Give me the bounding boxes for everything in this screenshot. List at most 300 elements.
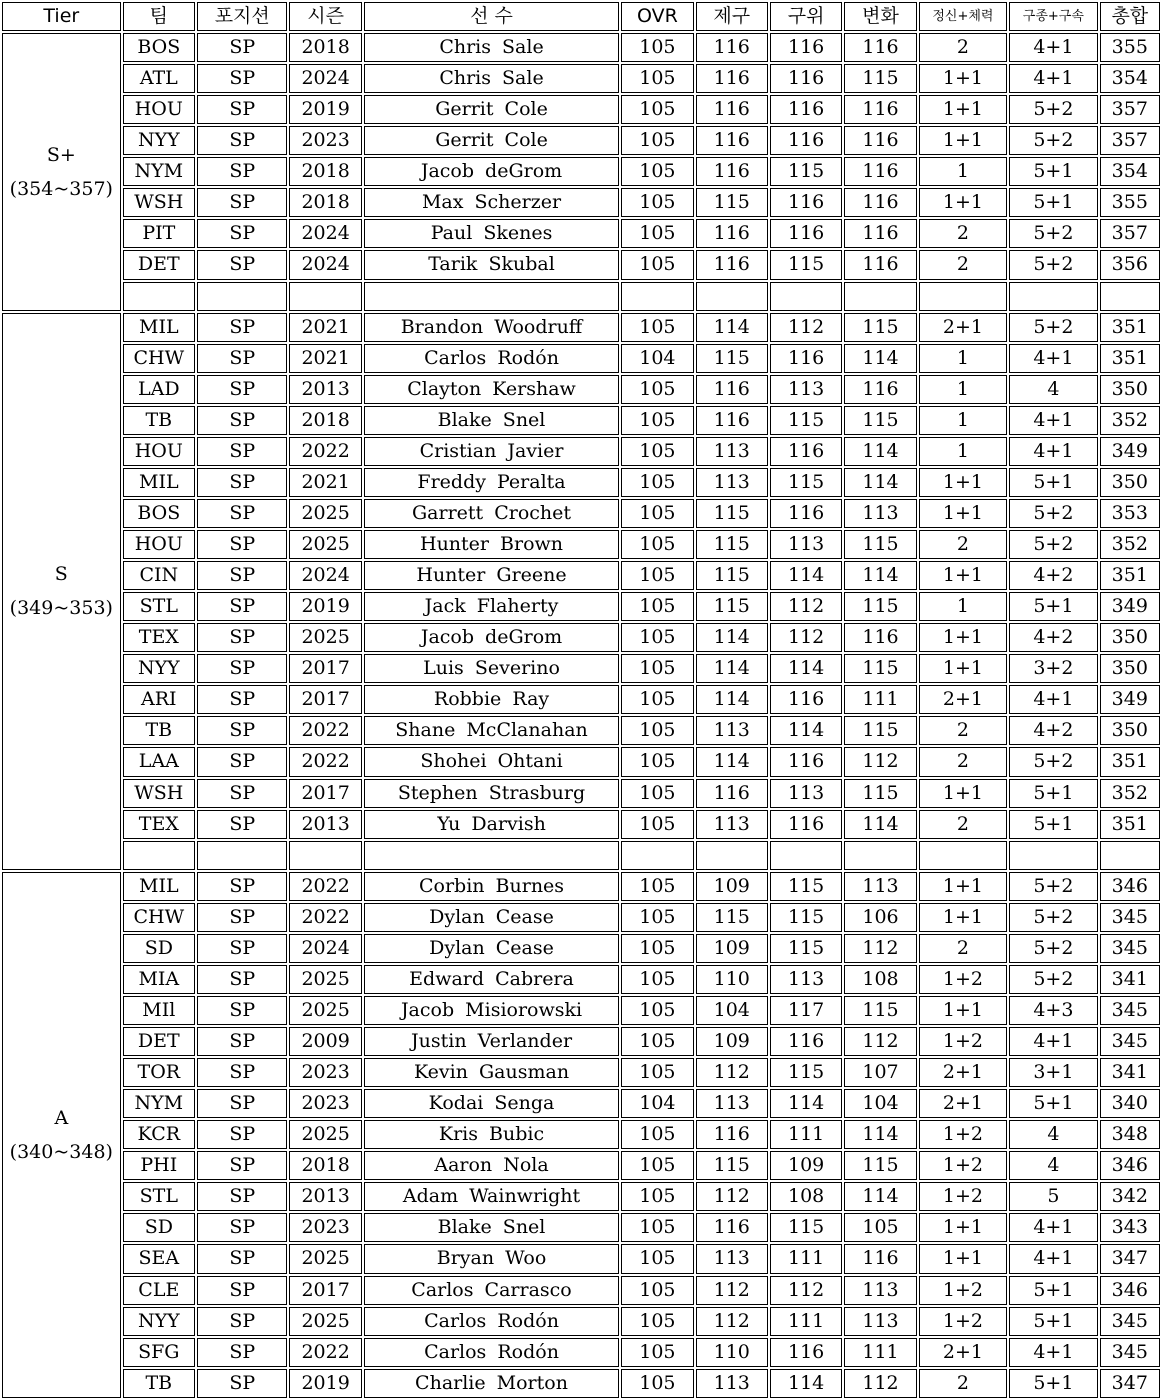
cell-ovr: 105 [621, 685, 693, 714]
cell-season: 2019 [289, 95, 361, 124]
cell-movement: 113 [844, 499, 916, 528]
cell-team: CIN [123, 561, 195, 590]
cell-movement: 115 [844, 530, 916, 559]
cell-mental-stamina: 2 [919, 530, 1007, 559]
cell-team: TB [123, 1369, 195, 1398]
cell-position: SP [197, 530, 287, 559]
cell-position: SP [197, 157, 287, 186]
cell-total: 357 [1100, 126, 1160, 155]
cell-team: CHW [123, 903, 195, 932]
cell-season: 2013 [289, 810, 361, 839]
cell-team: TEX [123, 810, 195, 839]
table-row [2, 810, 1160, 839]
cell-season: 2021 [289, 468, 361, 497]
cell-season: 2025 [289, 1244, 361, 1273]
cell-stuff: 116 [770, 219, 842, 248]
cell-movement: 116 [844, 250, 916, 279]
cell-mental-stamina: 1 [919, 406, 1007, 435]
cell-player-name: Luis Severino [364, 654, 619, 683]
cell-control: 116 [696, 1120, 768, 1149]
cell-stuff: 116 [770, 188, 842, 217]
cell-position: SP [197, 250, 287, 279]
cell-position: SP [197, 872, 287, 901]
cell-player-name [364, 282, 619, 311]
cell-ovr: 105 [621, 126, 693, 155]
tier-label [2, 313, 121, 870]
cell-total: 345 [1100, 1027, 1160, 1056]
table-row [2, 64, 1160, 93]
cell-stuff: 116 [770, 33, 842, 62]
cell-movement: 105 [844, 1213, 916, 1242]
cell-movement: 115 [844, 996, 916, 1025]
cell-ovr: 105 [621, 33, 693, 62]
cell-pitches-velocity: 5+1 [1009, 188, 1097, 217]
cell-total: 343 [1100, 1213, 1160, 1242]
cell-ovr: 105 [621, 996, 693, 1025]
cell-mental-stamina: 1+2 [919, 1027, 1007, 1056]
cell-total: 353 [1100, 499, 1160, 528]
table-row [2, 1369, 1160, 1398]
cell-stuff: 111 [770, 1120, 842, 1149]
cell-player-name: Jacob deGrom [364, 623, 619, 652]
cell-player-name: Carlos Rodón [364, 1338, 619, 1367]
cell-ovr: 105 [621, 623, 693, 652]
table-row [2, 530, 1160, 559]
cell-control: 109 [696, 1027, 768, 1056]
cell-movement: 114 [844, 1120, 916, 1149]
cell-mental-stamina [919, 282, 1007, 311]
cell-movement: 112 [844, 747, 916, 776]
cell-position: SP [197, 313, 287, 342]
cell-season: 2024 [289, 561, 361, 590]
cell-stuff: 116 [770, 747, 842, 776]
cell-total: 346 [1100, 1151, 1160, 1180]
cell-team: NYY [123, 1307, 195, 1336]
table-row [2, 157, 1160, 186]
table-row [2, 33, 1160, 62]
cell-team: TB [123, 406, 195, 435]
cell-pitches-velocity: 5+1 [1009, 1369, 1097, 1398]
cell-control: 109 [696, 934, 768, 963]
cell-season: 2021 [289, 344, 361, 373]
header-ovr: OVR [621, 2, 693, 31]
cell-season: 2017 [289, 779, 361, 808]
cell-position: SP [197, 1058, 287, 1087]
cell-position: SP [197, 219, 287, 248]
cell-player-name: Hunter Greene [364, 561, 619, 590]
cell-total: 348 [1100, 1120, 1160, 1149]
cell-ovr: 105 [621, 872, 693, 901]
cell-team: SEA [123, 1244, 195, 1273]
cell-season [289, 282, 361, 311]
cell-team: CLE [123, 1276, 195, 1305]
cell-movement: 115 [844, 716, 916, 745]
cell-movement: 113 [844, 872, 916, 901]
cell-mental-stamina: 1+2 [919, 1120, 1007, 1149]
cell-position: SP [197, 685, 287, 714]
table-row [2, 965, 1160, 994]
cell-team: CHW [123, 344, 195, 373]
table-row [2, 406, 1160, 435]
cell-season: 2023 [289, 1058, 361, 1087]
table-row [2, 188, 1160, 217]
cell-season: 2025 [289, 996, 361, 1025]
cell-player-name: Gerrit Cole [364, 95, 619, 124]
cell-ovr: 105 [621, 1182, 693, 1211]
cell-movement: 115 [844, 64, 916, 93]
cell-mental-stamina: 1+2 [919, 1151, 1007, 1180]
cell-total: 346 [1100, 1276, 1160, 1305]
cell-season: 2022 [289, 747, 361, 776]
cell-ovr: 105 [621, 716, 693, 745]
table-row [2, 437, 1160, 466]
cell-pitches-velocity: 4+1 [1009, 1244, 1097, 1273]
cell-mental-stamina: 1+1 [919, 64, 1007, 93]
cell-season: 2025 [289, 623, 361, 652]
cell-team: LAA [123, 747, 195, 776]
cell-season: 2017 [289, 654, 361, 683]
cell-position: SP [197, 64, 287, 93]
cell-control: 104 [696, 996, 768, 1025]
cell-player-name [364, 841, 619, 870]
cell-stuff [770, 841, 842, 870]
cell-ovr: 104 [621, 344, 693, 373]
cell-mental-stamina: 2 [919, 747, 1007, 776]
table-row [2, 716, 1160, 745]
cell-season: 2018 [289, 188, 361, 217]
cell-pitches-velocity: 5 [1009, 1182, 1097, 1211]
cell-movement: 112 [844, 1369, 916, 1398]
cell-team: ARI [123, 685, 195, 714]
cell-player-name: Tarik Skubal [364, 250, 619, 279]
cell-movement: 113 [844, 1307, 916, 1336]
cell-stuff: 114 [770, 716, 842, 745]
cell-mental-stamina: 1+1 [919, 1244, 1007, 1273]
header-season: 시즌 [289, 2, 361, 31]
cell-pitches-velocity: 5+2 [1009, 126, 1097, 155]
cell-ovr: 105 [621, 530, 693, 559]
cell-team: STL [123, 1182, 195, 1211]
cell-season: 2023 [289, 126, 361, 155]
cell-control: 110 [696, 1338, 768, 1367]
header-movement: 변화 [844, 2, 916, 31]
cell-mental-stamina: 1+2 [919, 1276, 1007, 1305]
cell-player-name: Garrett Crochet [364, 499, 619, 528]
cell-position: SP [197, 592, 287, 621]
cell-stuff: 115 [770, 872, 842, 901]
cell-season: 2025 [289, 965, 361, 994]
cell-pitches-velocity: 5+2 [1009, 95, 1097, 124]
cell-team: HOU [123, 95, 195, 124]
cell-position: SP [197, 1027, 287, 1056]
cell-mental-stamina: 1+1 [919, 779, 1007, 808]
cell-total: 350 [1100, 623, 1160, 652]
header-position: 포지션 [197, 2, 287, 31]
cell-ovr: 105 [621, 250, 693, 279]
cell-player-name: Dylan Cease [364, 934, 619, 963]
cell-season: 2023 [289, 1213, 361, 1242]
cell-pitches-velocity: 4+1 [1009, 685, 1097, 714]
cell-season: 2022 [289, 903, 361, 932]
cell-pitches-velocity [1009, 282, 1097, 311]
tier-name: A [54, 1106, 69, 1129]
table-row [2, 623, 1160, 652]
cell-stuff: 115 [770, 1058, 842, 1087]
cell-control: 114 [696, 313, 768, 342]
cell-mental-stamina: 2+1 [919, 685, 1007, 714]
cell-ovr: 105 [621, 1058, 693, 1087]
cell-season: 2025 [289, 1307, 361, 1336]
cell-total: 351 [1100, 313, 1160, 342]
cell-team: MIL [123, 468, 195, 497]
cell-stuff: 116 [770, 1338, 842, 1367]
cell-season: 2009 [289, 1027, 361, 1056]
cell-team: TB [123, 716, 195, 745]
cell-ovr: 105 [621, 934, 693, 963]
cell-player-name: Bryan Woo [364, 1244, 619, 1273]
cell-control: 116 [696, 1213, 768, 1242]
cell-position [197, 282, 287, 311]
cell-stuff: 115 [770, 934, 842, 963]
cell-position: SP [197, 934, 287, 963]
cell-control: 113 [696, 1244, 768, 1273]
cell-pitches-velocity: 5+1 [1009, 157, 1097, 186]
cell-control: 115 [696, 592, 768, 621]
cell-position: SP [197, 437, 287, 466]
cell-player-name: Shohei Ohtani [364, 747, 619, 776]
cell-pitches-velocity: 5+2 [1009, 499, 1097, 528]
cell-ovr: 105 [621, 1151, 693, 1180]
cell-season: 2021 [289, 313, 361, 342]
tier-name: S+ [46, 143, 76, 166]
table-row [2, 1058, 1160, 1087]
table-row [2, 747, 1160, 776]
cell-mental-stamina: 1+1 [919, 468, 1007, 497]
cell-total: 356 [1100, 250, 1160, 279]
cell-pitches-velocity: 4 [1009, 375, 1097, 404]
cell-stuff: 116 [770, 344, 842, 373]
cell-player-name: Aaron Nola [364, 1151, 619, 1180]
cell-pitches-velocity: 4+3 [1009, 996, 1097, 1025]
cell-control: 109 [696, 872, 768, 901]
cell-player-name: Carlos Rodón [364, 344, 619, 373]
cell-stuff: 113 [770, 779, 842, 808]
cell-ovr: 105 [621, 1244, 693, 1273]
cell-ovr: 105 [621, 779, 693, 808]
cell-ovr: 105 [621, 499, 693, 528]
cell-movement: 116 [844, 1244, 916, 1273]
cell-total: 347 [1100, 1369, 1160, 1398]
cell-total: 350 [1100, 716, 1160, 745]
cell-total: 347 [1100, 1244, 1160, 1273]
cell-season: 2017 [289, 685, 361, 714]
cell-movement: 115 [844, 313, 916, 342]
cell-movement: 116 [844, 157, 916, 186]
table-row [2, 1089, 1160, 1118]
cell-position: SP [197, 965, 287, 994]
header-tier: Tier [2, 2, 121, 31]
header-mental-stamina: 정신+체력 [919, 2, 1007, 31]
cell-ovr: 105 [621, 810, 693, 839]
cell-mental-stamina: 1 [919, 592, 1007, 621]
cell-mental-stamina: 2 [919, 219, 1007, 248]
cell-movement: 115 [844, 1151, 916, 1180]
cell-pitches-velocity: 3+1 [1009, 1058, 1097, 1087]
cell-team: SD [123, 1213, 195, 1242]
cell-team: ATL [123, 64, 195, 93]
cell-movement: 114 [844, 1182, 916, 1211]
cell-movement: 116 [844, 219, 916, 248]
cell-position: SP [197, 126, 287, 155]
cell-control: 115 [696, 530, 768, 559]
cell-total: 349 [1100, 592, 1160, 621]
cell-player-name: Chris Sale [364, 33, 619, 62]
cell-total: 341 [1100, 1058, 1160, 1087]
cell-ovr: 105 [621, 1338, 693, 1367]
cell-movement [844, 282, 916, 311]
header-player: 선 수 [364, 2, 619, 31]
cell-control: 113 [696, 810, 768, 839]
table-row [2, 95, 1160, 124]
cell-pitches-velocity: 5+2 [1009, 934, 1097, 963]
cell-player-name: Chris Sale [364, 64, 619, 93]
cell-pitches-velocity: 5+1 [1009, 468, 1097, 497]
cell-player-name: Clayton Kershaw [364, 375, 619, 404]
cell-pitches-velocity: 4+1 [1009, 344, 1097, 373]
cell-movement: 116 [844, 375, 916, 404]
cell-season: 2013 [289, 1182, 361, 1211]
cell-position: SP [197, 561, 287, 590]
table-row [2, 468, 1160, 497]
cell-team: LAD [123, 375, 195, 404]
cell-stuff: 116 [770, 499, 842, 528]
cell-season: 2018 [289, 33, 361, 62]
cell-pitches-velocity: 4+1 [1009, 1027, 1097, 1056]
cell-total: 352 [1100, 406, 1160, 435]
cell-control: 115 [696, 344, 768, 373]
cell-stuff: 112 [770, 313, 842, 342]
cell-movement: 111 [844, 685, 916, 714]
tier-range: (340~348) [9, 1140, 113, 1163]
cell-control: 115 [696, 561, 768, 590]
cell-stuff: 112 [770, 592, 842, 621]
cell-control: 112 [696, 1307, 768, 1336]
table-row [2, 934, 1160, 963]
cell-ovr [621, 841, 693, 870]
cell-control: 112 [696, 1276, 768, 1305]
cell-position: SP [197, 654, 287, 683]
cell-pitches-velocity: 4 [1009, 1120, 1097, 1149]
cell-position: SP [197, 1369, 287, 1398]
cell-stuff: 112 [770, 623, 842, 652]
cell-player-name: Corbin Burnes [364, 872, 619, 901]
cell-control: 113 [696, 468, 768, 497]
cell-total: 345 [1100, 1307, 1160, 1336]
cell-mental-stamina: 2 [919, 716, 1007, 745]
cell-control: 116 [696, 406, 768, 435]
cell-player-name: Jack Flaherty [364, 592, 619, 621]
cell-position: SP [197, 95, 287, 124]
cell-total: 354 [1100, 64, 1160, 93]
cell-mental-stamina: 2+1 [919, 1058, 1007, 1087]
table-row [2, 1244, 1160, 1273]
cell-position: SP [197, 747, 287, 776]
table-row [2, 219, 1160, 248]
cell-ovr: 105 [621, 965, 693, 994]
cell-ovr: 105 [621, 1307, 693, 1336]
cell-movement: 115 [844, 592, 916, 621]
cell-position: SP [197, 1307, 287, 1336]
cell-player-name: Cristian Javier [364, 437, 619, 466]
cell-mental-stamina: 2 [919, 810, 1007, 839]
cell-ovr: 105 [621, 188, 693, 217]
cell-pitches-velocity: 4+1 [1009, 406, 1097, 435]
cell-ovr: 105 [621, 1027, 693, 1056]
cell-total: 350 [1100, 375, 1160, 404]
cell-movement: 114 [844, 344, 916, 373]
cell-season [289, 841, 361, 870]
table-row [2, 1338, 1160, 1367]
cell-total: 350 [1100, 468, 1160, 497]
cell-team: NYM [123, 157, 195, 186]
cell-ovr [621, 282, 693, 311]
cell-season: 2024 [289, 250, 361, 279]
cell-season: 2019 [289, 592, 361, 621]
cell-player-name: Blake Snel [364, 406, 619, 435]
cell-mental-stamina: 1+2 [919, 1182, 1007, 1211]
cell-stuff: 111 [770, 1307, 842, 1336]
cell-control: 116 [696, 779, 768, 808]
cell-total: 352 [1100, 530, 1160, 559]
cell-mental-stamina: 2+1 [919, 1089, 1007, 1118]
cell-total: 345 [1100, 996, 1160, 1025]
cell-season: 2024 [289, 934, 361, 963]
cell-control: 110 [696, 965, 768, 994]
cell-pitches-velocity: 5+2 [1009, 747, 1097, 776]
cell-mental-stamina: 1 [919, 344, 1007, 373]
cell-stuff [770, 282, 842, 311]
cell-ovr: 105 [621, 375, 693, 404]
cell-total: 342 [1100, 1182, 1160, 1211]
cell-team: TEX [123, 623, 195, 652]
cell-mental-stamina: 1 [919, 157, 1007, 186]
cell-pitches-velocity: 5+1 [1009, 1276, 1097, 1305]
cell-control: 116 [696, 126, 768, 155]
cell-player-name: Jacob Misiorowski [364, 996, 619, 1025]
table-row [2, 1213, 1160, 1242]
cell-season: 2019 [289, 1369, 361, 1398]
cell-player-name: Justin Verlander [364, 1027, 619, 1056]
cell-total: 351 [1100, 810, 1160, 839]
cell-control: 115 [696, 903, 768, 932]
cell-control [696, 282, 768, 311]
cell-ovr: 105 [621, 1276, 693, 1305]
cell-stuff: 116 [770, 685, 842, 714]
cell-stuff: 115 [770, 157, 842, 186]
cell-mental-stamina: 2 [919, 33, 1007, 62]
cell-player-name: Stephen Strasburg [364, 779, 619, 808]
cell-mental-stamina: 1+1 [919, 499, 1007, 528]
cell-total: 351 [1100, 561, 1160, 590]
cell-season: 2025 [289, 499, 361, 528]
cell-player-name: Carlos Rodón [364, 1307, 619, 1336]
cell-total: 351 [1100, 747, 1160, 776]
cell-mental-stamina: 1+2 [919, 1307, 1007, 1336]
cell-team [123, 282, 195, 311]
cell-mental-stamina: 1+1 [919, 903, 1007, 932]
cell-position: SP [197, 1120, 287, 1149]
cell-position: SP [197, 779, 287, 808]
